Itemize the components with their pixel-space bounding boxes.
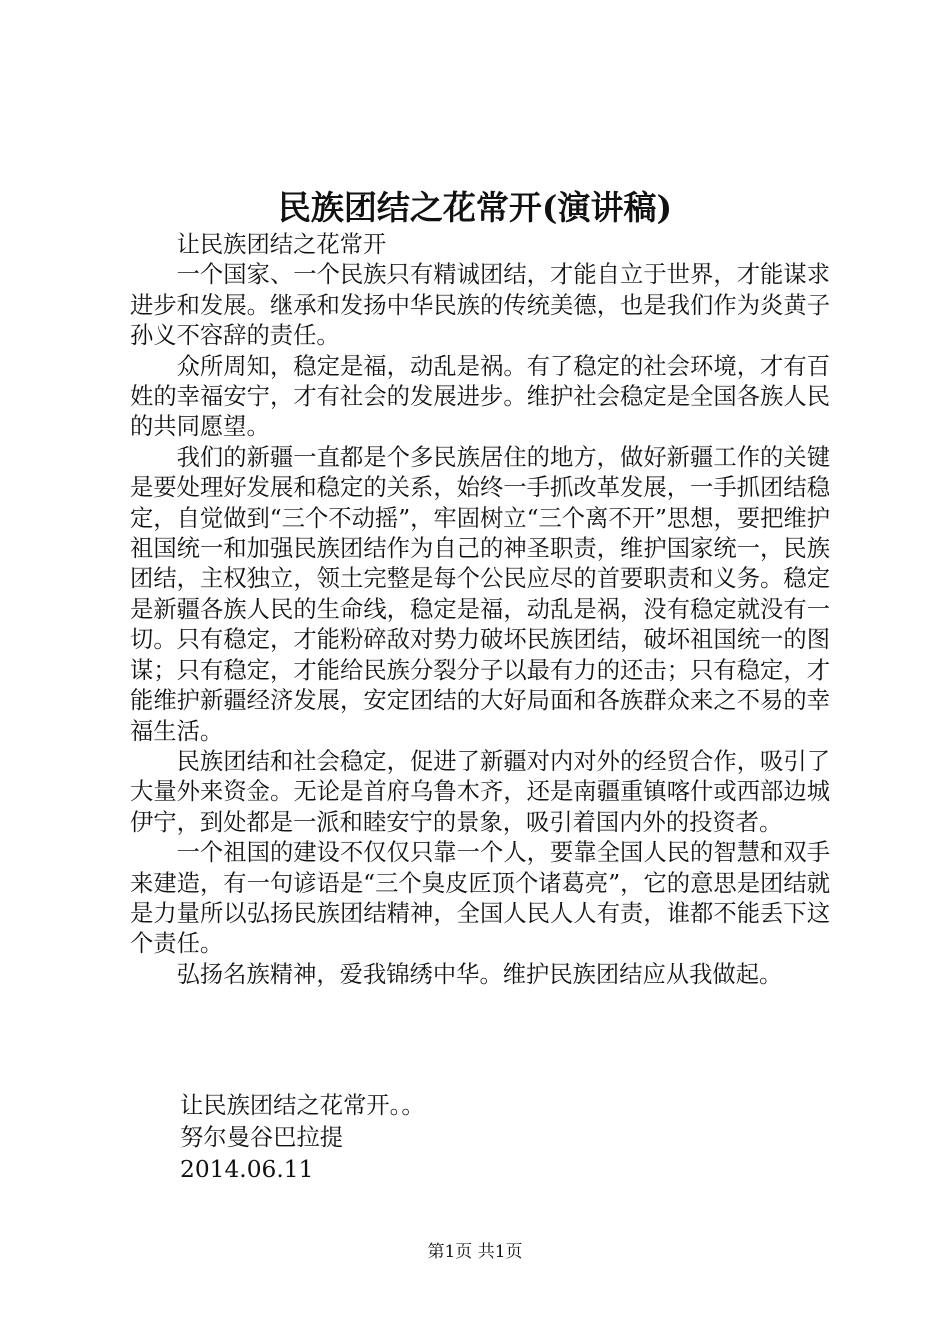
paragraph-4: 民族团结和社会稳定，促进了新疆对内对外的经贸合作，吸引了大量外来资金。无论是首府乌鲁木齐，还是南疆重镇喀什或西部边城伊宁，到处都是一派和睦安宁的景象，吸引着国内外的投资者。: [130, 747, 830, 836]
document-title: 民族团结之花常开(演讲稿): [277, 188, 673, 227]
paragraph-2: 众所周知，稳定是福，动乱是祸。有了稳定的社会环境，才有百姓的幸福安宁，才有社会的发展进步。维护社会稳定是全国各族人民的共同愿望。: [130, 352, 830, 441]
paragraph-5: 一个祖国的建设不仅仅只靠一个人，要靠全国人民的智慧和双手来建造，有一句谚语是“三个臭皮匠顶个诸葛亮”，它的意思是团结就是力量所以弘扬民族团结精神，全国人民人人有责，谁都不能丢下这个责任。: [130, 839, 830, 958]
paragraph-6: 弘扬名族精神，爱我锦绣中华。维护民族团结应从我做起。: [176, 960, 783, 988]
document-subtitle: 让民族团结之花常开: [176, 231, 387, 258]
page-footer: 第1页 共1页: [427, 1242, 523, 1262]
closing-block: [180, 1090, 425, 1186]
closing-line: 让民族团结之花常开。。: [180, 1092, 425, 1119]
document-date: 2014.06.11: [180, 1156, 314, 1183]
paragraph-3: 我们的新疆一直都是个多民族居住的地方，做好新疆工作的关键是要处理好发展和稳定的关系，始终一手抓改革发展，一手抓团结稳定，自觉做到“三个不动摇”，牢固树立“三个离不开”思想，要把维护祖国统一和加强民族团结作为自己的神圣职责，维护国家统一，民族团结，主权独立，领土完整是每个公民应尽的首要职责和义务。稳定是新疆各族人民的生命线，稳定是福，动乱是祸，没有稳定就没有一切。只有稳定，才能粉碎敌对势力破坏民族团结，破坏祖国统一的图谋；只有稳定，才能给民族分裂分子以最有力的还击；只有稳定，才能维护新疆经济发展，安定团结的大好局面和各族群众来之不易的幸福生活。: [130, 443, 830, 745]
paragraph-1: 一个国家、一个民族只有精诚团结，才能自立于世界，才能谋求进步和发展。继承和发扬中华民族的传统美德，也是我们作为炎黄子孙义不容辞的责任。: [130, 261, 830, 350]
author-name: 努尔曼谷巴拉提: [180, 1124, 344, 1151]
document-body: [130, 230, 830, 990]
